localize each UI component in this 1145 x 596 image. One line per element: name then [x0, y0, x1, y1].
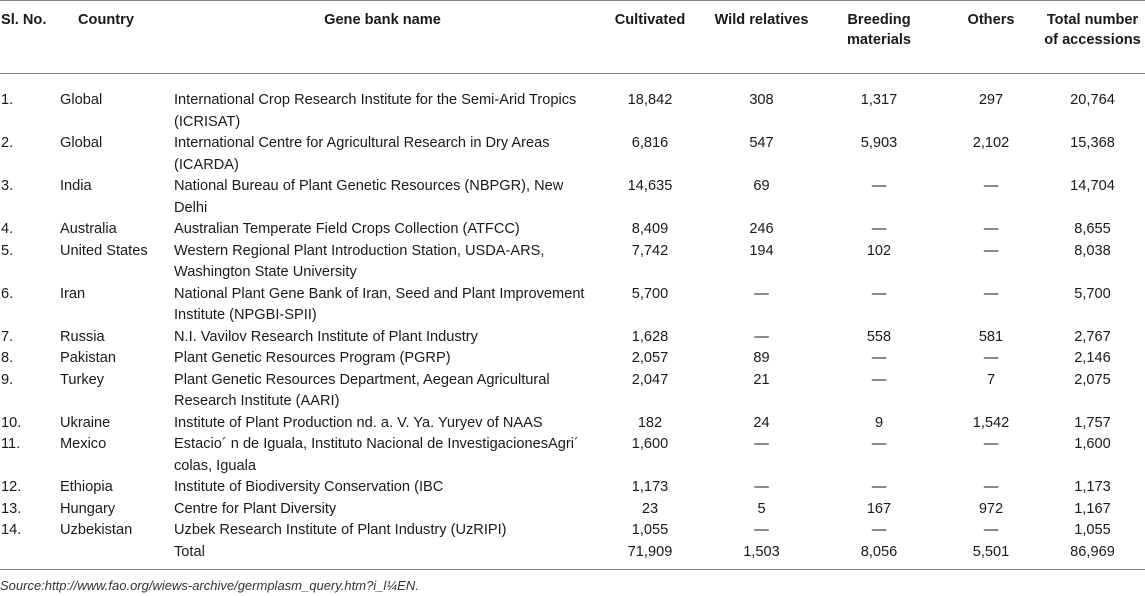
cell-breeding-materials: — [871, 522, 887, 538]
cell-others: 7 [986, 371, 996, 388]
cell-cultivated: 14,635 [627, 178, 673, 194]
cell-cultivated: 18,842 [627, 92, 673, 108]
cell-genebank-name: National Bureau of Plant Genetic Resources (NBPGR), New Delhi [174, 178, 564, 216]
cell-genebank-name: Western Regional Plant Introduction Station, USDA-ARS, Washington State University [174, 242, 545, 280]
cell-total-accessions: 86,969 [1070, 543, 1115, 560]
cell-sl: 1. [1, 92, 14, 108]
cell-breeding-materials: — [871, 371, 887, 388]
header-breeding: Breeding materials [846, 12, 912, 48]
table-row [0, 327, 1145, 349]
cell-genebank-name: Australian Temperate Field Crops Collection (ATFCC) [174, 221, 520, 237]
table-row [0, 284, 1145, 327]
header-others: Others [967, 12, 1015, 28]
cell-wild-relatives: — [754, 522, 769, 538]
table-row [0, 542, 1145, 570]
cell-total-accessions: 8,655 [1074, 221, 1111, 237]
cell-sl: 9. [1, 371, 14, 388]
table-row [0, 499, 1145, 521]
cell-sl: 11. [1, 436, 21, 452]
cell-sl: 2. [1, 135, 14, 151]
cell-country: Uzbekistan [60, 522, 133, 538]
cell-wild-relatives: 5 [757, 500, 766, 517]
cell-cultivated: 1,628 [631, 328, 669, 345]
cell-country: United States [60, 242, 148, 259]
header-total: Total number of accessions [1044, 12, 1141, 48]
header-sl: Sl. No. [1, 12, 47, 28]
cell-genebank-name: Institute of Plant Production nd. a. V. Ya. Yuryev of NAAS [174, 414, 543, 431]
header-country: Country [78, 12, 134, 28]
cell-wild-relatives: — [754, 436, 769, 452]
cell-breeding-materials: — [871, 350, 887, 366]
cell-breeding-materials: — [871, 285, 887, 302]
cell-others: 972 [978, 500, 1004, 517]
cell-country: Global [60, 135, 103, 151]
cell-breeding-materials: — [871, 436, 887, 452]
cell-total-accessions: 15,368 [1070, 135, 1115, 151]
cell-wild-relatives: — [754, 479, 769, 495]
cell-wild-relatives: 547 [749, 135, 774, 151]
cell-wild-relatives: — [754, 285, 769, 302]
cell-breeding-materials: 558 [866, 328, 892, 345]
cell-country: Ukraine [60, 414, 111, 431]
header-wild: Wild relatives [714, 12, 809, 28]
cell-genebank-name: Plant Genetic Resources Department, Aegean Agricultural Research Institute (AARI) [174, 371, 550, 409]
cell-cultivated: 2,057 [631, 350, 669, 366]
cell-others: 297 [978, 92, 1004, 108]
cell-cultivated: 6,816 [631, 135, 669, 151]
cell-sl: 12. [1, 479, 22, 495]
header-row [0, 1, 1145, 74]
table-row [0, 176, 1145, 219]
cell-others: 1,542 [972, 414, 1010, 431]
cell-sl: 6. [1, 285, 14, 302]
cell-others: — [983, 242, 999, 259]
cell-others: 2,102 [972, 135, 1010, 151]
cell-cultivated: 2,047 [631, 371, 669, 388]
header-genebank: Gene bank name [324, 12, 441, 28]
cell-genebank-name: Uzbek Research Institute of Plant Industry (UzRIPI) [174, 522, 507, 538]
cell-total-accessions: 14,704 [1070, 178, 1115, 194]
cell-others: — [983, 479, 999, 495]
cell-total-accessions: 1,757 [1074, 414, 1111, 431]
cell-cultivated: 71,909 [627, 543, 673, 560]
cell-others: — [983, 436, 999, 452]
cell-total-accessions: 1,600 [1074, 436, 1111, 452]
cell-breeding-materials: 5,903 [860, 135, 898, 151]
cell-total-accessions: 1,167 [1074, 500, 1111, 517]
cell-genebank-name: Plant Genetic Resources Program (PGRP) [174, 350, 451, 366]
cell-country: Turkey [60, 371, 105, 388]
cell-wild-relatives: 89 [753, 350, 770, 366]
cell-wild-relatives: 246 [749, 221, 774, 237]
cell-cultivated: 182 [637, 414, 663, 431]
cell-country: Ethiopia [60, 479, 113, 495]
cell-country: Iran [60, 285, 86, 302]
header-cultivated: Cultivated [614, 12, 686, 28]
cell-country: Mexico [60, 436, 107, 452]
table-row [0, 133, 1145, 176]
cell-sl: 4. [1, 221, 14, 237]
table-row [0, 477, 1145, 499]
cell-country: Russia [60, 328, 105, 345]
cell-sl: 5. [1, 242, 14, 259]
cell-sl: 10. [1, 414, 22, 431]
cell-sl: 7. [1, 328, 14, 345]
cell-country: Hungary [60, 500, 116, 517]
cell-cultivated: 7,742 [631, 242, 669, 259]
cell-cultivated: 1,055 [631, 522, 669, 538]
cell-breeding-materials: 1,317 [860, 92, 898, 108]
cell-genebank-name: Institute of Biodiversity Conservation (IBC [174, 479, 444, 495]
source-note: Source:http://www.fao.org/wiews-archive/germplasm_query.htm?i_l¼EN. [0, 578, 419, 593]
cell-sl: 3. [1, 178, 14, 194]
table-header [0, 1, 1145, 74]
cell-sl: 8. [1, 350, 14, 366]
cell-wild-relatives: 194 [749, 242, 774, 259]
cell-total-accessions: 1,173 [1074, 479, 1111, 495]
table-row [0, 520, 1145, 542]
cell-breeding-materials: 102 [866, 242, 892, 259]
table-row [0, 74, 1145, 134]
table-row [0, 370, 1145, 413]
cell-wild-relatives: 1,503 [743, 543, 780, 560]
cell-total-accessions: 2,075 [1074, 371, 1111, 388]
cell-sl: 13. [1, 500, 22, 517]
cell-cultivated: 23 [641, 500, 659, 517]
cell-total-accessions: 5,700 [1074, 285, 1111, 302]
cell-cultivated: 1,173 [631, 479, 669, 495]
cell-others: — [983, 522, 999, 538]
cell-total-accessions: 8,038 [1074, 242, 1111, 259]
cell-cultivated: 1,600 [631, 436, 669, 452]
cell-total-accessions: 2,767 [1074, 328, 1111, 345]
cell-country: India [60, 178, 92, 194]
cell-country: Pakistan [60, 350, 116, 366]
cell-wild-relatives: — [754, 328, 769, 345]
table-row [0, 241, 1145, 284]
table-body [0, 74, 1145, 570]
cell-breeding-materials: 9 [874, 414, 884, 431]
cell-genebank-name: N.I. Vavilov Research Institute of Plant Industry [174, 328, 478, 345]
cell-breeding-materials: — [871, 479, 887, 495]
table-row [0, 348, 1145, 370]
cell-genebank-name: International Centre for Agricultural Research in Dry Areas (ICARDA) [174, 135, 550, 173]
table-row [0, 413, 1145, 435]
cell-genebank-name: International Crop Research Institute for the Semi-Arid Tropics (ICRISAT) [174, 92, 577, 130]
cell-wild-relatives: 69 [753, 178, 770, 194]
cell-others: — [983, 285, 999, 302]
cell-genebank-name: Estacio´ n de Iguala, Instituto Nacional de InvestigacionesAgri´ colas, Iguala [174, 436, 579, 474]
cell-genebank-name: Total [174, 543, 205, 560]
cell-wild-relatives: 21 [753, 371, 770, 388]
cell-cultivated: 8,409 [631, 221, 669, 237]
cell-country: Global [60, 92, 103, 108]
cell-sl [0, 542, 58, 570]
cell-breeding-materials: 167 [866, 500, 892, 517]
cell-others: — [983, 350, 999, 366]
cell-country: Australia [60, 221, 117, 237]
cell-wild-relatives: 308 [749, 92, 774, 108]
cell-breeding-materials: — [871, 178, 887, 194]
cell-total-accessions: 1,055 [1074, 522, 1111, 538]
cell-sl: 14. [1, 522, 22, 538]
cell-wild-relatives: 24 [753, 414, 770, 431]
cell-total-accessions: 2,146 [1074, 350, 1111, 366]
cell-genebank-name: Centre for Plant Diversity [174, 500, 337, 517]
cell-breeding-materials: 8,056 [860, 543, 898, 560]
cell-breeding-materials: — [871, 221, 887, 237]
cell-others: — [983, 221, 999, 237]
table-row [0, 219, 1145, 241]
cell-total-accessions: 20,764 [1070, 92, 1115, 108]
cell-others: 581 [978, 328, 1004, 345]
table-row [0, 434, 1145, 477]
cell-others: — [983, 178, 999, 194]
cell-genebank-name: National Plant Gene Bank of Iran, Seed and Plant Improvement Institute (NPGBI-SPII) [174, 285, 585, 323]
cell-country [58, 542, 172, 570]
cell-others: 5,501 [972, 543, 1010, 560]
cell-cultivated: 5,700 [631, 285, 669, 302]
